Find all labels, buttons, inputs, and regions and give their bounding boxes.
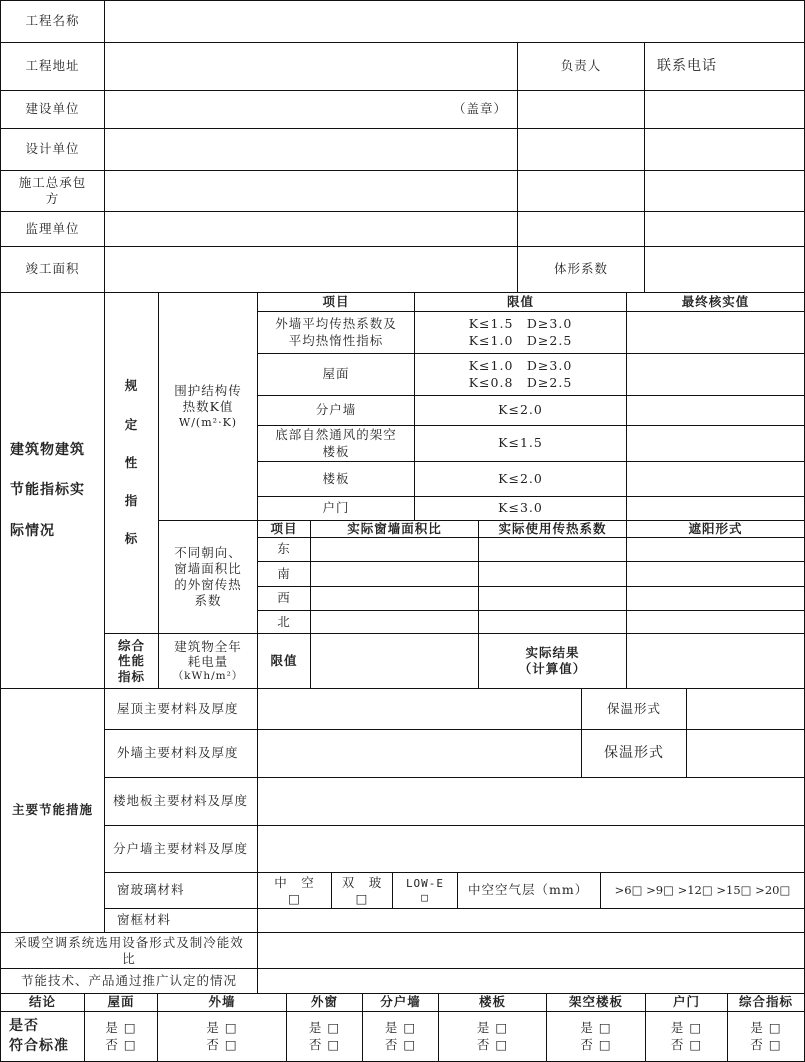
envelope-limit-roof: K≤1.0 D≥3.0 K≤0.8 D≥2.5 xyxy=(414,353,627,396)
floor-material-label: 楼地板主要材料及厚度 xyxy=(104,777,258,826)
compliance-party-wall[interactable] xyxy=(362,1011,439,1062)
designer-label: 设计单位 xyxy=(0,128,105,171)
yes-checkbox[interactable]: 是 □ xyxy=(105,1020,137,1036)
conclusion-col-overall: 综合指标 xyxy=(727,993,805,1012)
contractor-label: 施工总承包方 xyxy=(0,170,105,212)
measures-section-title: 主要节能措施 xyxy=(0,688,105,933)
conclusion-title: 结论 xyxy=(0,993,85,1012)
frame-material-field[interactable] xyxy=(257,908,805,933)
envelope-final-party-wall[interactable] xyxy=(626,395,805,426)
glass-material-label: 窗玻璃材料 xyxy=(104,872,258,909)
supervisor-person-field[interactable] xyxy=(517,211,645,247)
south-k-field[interactable] xyxy=(478,561,627,587)
east-shade-field[interactable] xyxy=(626,537,805,562)
overall-indicator-label: 综合 性能 指标 xyxy=(104,633,159,689)
envelope-k-label: 围护结构传 热数K值 W/(m²·K) xyxy=(158,292,258,521)
conclusion-col-ext-wall: 外墙 xyxy=(157,993,287,1012)
west-ratio-field[interactable] xyxy=(310,586,479,611)
builder-phone-field[interactable] xyxy=(644,90,805,129)
project-address-field[interactable] xyxy=(104,42,518,91)
envelope-item-door: 户门 xyxy=(257,496,415,521)
conclusion-col-roof: 屋面 xyxy=(84,993,158,1012)
ext-wall-material-field[interactable] xyxy=(257,729,582,778)
col-final-header: 最终核实值 xyxy=(626,292,805,312)
envelope-item-floor: 楼板 xyxy=(257,461,415,497)
east-k-field[interactable] xyxy=(478,537,627,562)
north-k-field[interactable] xyxy=(478,610,627,634)
east-ratio-field[interactable] xyxy=(310,537,479,562)
win-col-shade-header: 遮阳形式 xyxy=(626,520,805,538)
compliance-row-label: 是否 符合标准 xyxy=(0,1011,85,1062)
col-limit-header: 限值 xyxy=(414,292,627,312)
air-layer-label: 中空空气层（mm） xyxy=(457,872,601,909)
envelope-limit-party-wall: K≤2.0 xyxy=(414,395,627,426)
floor-material-field[interactable] xyxy=(257,777,805,826)
window-k-label: 不同朝向、 窗墙面积比 的外窗传热 系数 xyxy=(158,520,258,634)
lowe-checkbox[interactable]: □ xyxy=(421,890,429,904)
conclusion-col-floor: 楼板 xyxy=(438,993,547,1012)
direction-east: 东 xyxy=(257,537,311,562)
overall-limit-field[interactable] xyxy=(310,633,479,689)
project-address-label: 工程地址 xyxy=(0,42,105,91)
envelope-item-overhead-floor: 底部自然通风的架空 楼板 xyxy=(257,425,415,462)
envelope-limit-door: K≤3.0 xyxy=(414,496,627,521)
supervisor-field[interactable] xyxy=(104,211,518,247)
yes-checkbox[interactable]: 是 □ xyxy=(384,1020,417,1036)
ext-wall-insulation-label: 保温形式 xyxy=(581,729,687,778)
promotion-field[interactable] xyxy=(257,968,805,994)
envelope-final-overhead-floor[interactable] xyxy=(626,425,805,462)
yes-checkbox[interactable]: 是 □ xyxy=(308,1020,341,1036)
prescriptive-indicator-label: 规 定 性 指 标 xyxy=(104,292,159,634)
overall-limit-label: 限值 xyxy=(257,633,311,689)
win-col-ratio-header: 实际窗墙面积比 xyxy=(310,520,479,538)
compliance-roof[interactable] xyxy=(84,1011,158,1062)
envelope-final-roof[interactable] xyxy=(626,353,805,396)
compliance-window[interactable] xyxy=(286,1011,363,1062)
shape-coefficient-label: 体形系数 xyxy=(517,246,645,293)
yes-checkbox[interactable]: 是 □ xyxy=(206,1020,238,1036)
ext-wall-material-label: 外墙主要材料及厚度 xyxy=(104,729,258,778)
roof-insulation-field[interactable] xyxy=(686,688,805,730)
no-checkbox[interactable]: 否 □ xyxy=(308,1036,341,1052)
contact-phone-label: 联系电话 xyxy=(644,42,805,91)
no-checkbox[interactable]: 否 □ xyxy=(476,1036,509,1052)
project-name-field[interactable] xyxy=(104,0,805,43)
double-glass-option[interactable]: 双 玻 □ xyxy=(331,872,393,909)
envelope-limit-overhead-floor: K≤1.5 xyxy=(414,425,627,462)
envelope-final-ext-wall[interactable] xyxy=(626,311,805,354)
conclusion-col-overhead-floor: 架空楼板 xyxy=(546,993,646,1012)
roof-material-field[interactable] xyxy=(257,688,582,730)
builder-person-field[interactable] xyxy=(517,90,645,129)
frame-material-label: 窗框材料 xyxy=(104,908,258,933)
no-checkbox[interactable]: 否 □ xyxy=(750,1036,782,1052)
compliance-ext-wall[interactable] xyxy=(157,1011,287,1062)
completed-area-field[interactable] xyxy=(104,246,518,293)
south-ratio-field[interactable] xyxy=(310,561,479,587)
compliance-overall[interactable] xyxy=(727,1011,805,1062)
completed-area-label: 竣工面积 xyxy=(0,246,105,293)
no-checkbox[interactable]: 否 □ xyxy=(580,1036,612,1052)
lowe-glass-option[interactable]: LOW-E □ xyxy=(392,872,458,909)
hvac-label: 采暖空调系统选用设备形式及制冷能效 比 xyxy=(0,932,258,969)
yes-checkbox[interactable]: 是 □ xyxy=(750,1020,782,1036)
envelope-limit-floor: K≤2.0 xyxy=(414,461,627,497)
north-ratio-field[interactable] xyxy=(310,610,479,634)
indicators-section-title: 建筑物建筑 节能指标实 际情况 xyxy=(0,292,105,689)
double-checkbox[interactable]: □ xyxy=(355,890,369,906)
contractor-phone-field[interactable] xyxy=(644,170,805,212)
designer-person-field[interactable] xyxy=(517,128,645,171)
conclusion-col-door: 户门 xyxy=(645,993,728,1012)
direction-south: 南 xyxy=(257,561,311,587)
shape-coefficient-field[interactable] xyxy=(644,246,805,293)
designer-phone-field[interactable] xyxy=(644,128,805,171)
envelope-item-party-wall: 分户墙 xyxy=(257,395,415,426)
supervisor-phone-field[interactable] xyxy=(644,211,805,247)
no-checkbox[interactable]: 否 □ xyxy=(384,1036,417,1052)
compliance-door[interactable] xyxy=(645,1011,728,1062)
conclusion-col-window: 外窗 xyxy=(286,993,363,1012)
win-col-item-header: 项目 xyxy=(257,520,311,538)
actual-result-label: 实际结果 （计算值） xyxy=(478,633,627,689)
north-shade-field[interactable] xyxy=(626,610,805,634)
ext-wall-insulation-field[interactable] xyxy=(686,729,805,778)
compliance-overhead-floor[interactable] xyxy=(546,1011,646,1062)
yes-checkbox[interactable]: 是 □ xyxy=(476,1020,509,1036)
roof-material-label: 屋顶主要材料及厚度 xyxy=(104,688,258,730)
direction-north: 北 xyxy=(257,610,311,634)
envelope-item-ext-wall: 外墙平均传热系数及 平均热惰性指标 xyxy=(257,311,415,354)
no-checkbox[interactable]: 否 □ xyxy=(670,1036,703,1052)
actual-result-field[interactable] xyxy=(626,633,805,689)
no-checkbox[interactable]: 否 □ xyxy=(105,1036,137,1052)
compliance-floor[interactable] xyxy=(438,1011,547,1062)
contractor-person-field[interactable] xyxy=(517,170,645,212)
party-wall-material-field[interactable] xyxy=(257,825,805,873)
yes-checkbox[interactable]: 是 □ xyxy=(580,1020,612,1036)
seal-label: （盖章） xyxy=(452,101,507,117)
west-k-field[interactable] xyxy=(478,586,627,611)
air-layer-options[interactable]: >6□ >9□ >12□ >15□ >20□ xyxy=(600,872,805,909)
envelope-final-door[interactable] xyxy=(626,496,805,521)
promotion-label: 节能技术、产品通过推广认定的情况 xyxy=(0,968,258,994)
supervisor-label: 监理单位 xyxy=(0,211,105,247)
party-wall-material-label: 分户墙主要材料及厚度 xyxy=(104,825,258,873)
west-shade-field[interactable] xyxy=(626,586,805,611)
envelope-final-floor[interactable] xyxy=(626,461,805,497)
conclusion-col-party-wall: 分户墙 xyxy=(362,993,439,1012)
energy-consumption-label: 建筑物全年 耗电量 （kWh/m²） xyxy=(158,633,258,689)
hollow-glass-option[interactable]: 中 空 □ xyxy=(257,872,332,909)
win-col-k-header: 实际使用传热系数 xyxy=(478,520,627,538)
hvac-field[interactable] xyxy=(257,932,805,969)
project-name-label: 工程名称 xyxy=(0,0,105,43)
hollow-checkbox[interactable]: □ xyxy=(288,890,301,906)
envelope-item-roof: 屋面 xyxy=(257,353,415,396)
contractor-field[interactable] xyxy=(104,170,518,212)
designer-field[interactable] xyxy=(104,128,518,171)
builder-field[interactable] xyxy=(104,90,518,129)
no-checkbox[interactable]: 否 □ xyxy=(206,1036,238,1052)
builder-label: 建设单位 xyxy=(0,90,105,129)
envelope-limit-ext-wall: K≤1.5 D≥3.0 K≤1.0 D≥2.5 xyxy=(414,311,627,354)
south-shade-field[interactable] xyxy=(626,561,805,587)
person-in-charge-label: 负责人 xyxy=(517,42,645,91)
col-item-header: 项目 xyxy=(257,292,415,312)
roof-insulation-label: 保温形式 xyxy=(581,688,687,730)
direction-west: 西 xyxy=(257,586,311,611)
yes-checkbox[interactable]: 是 □ xyxy=(670,1020,703,1036)
